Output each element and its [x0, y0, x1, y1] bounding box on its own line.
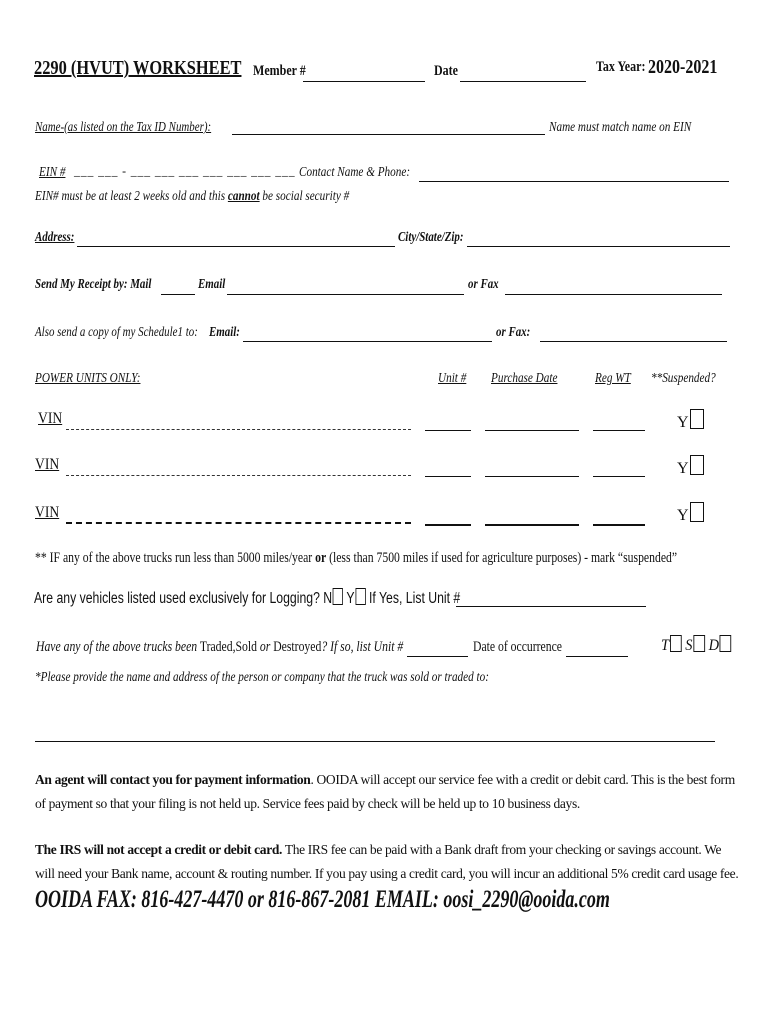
units-heading: POWER UNITS ONLY: — [35, 371, 141, 386]
col-purchase: Purchase Date — [491, 371, 558, 386]
suspended-checkbox[interactable] — [690, 502, 704, 522]
date-field[interactable] — [434, 62, 464, 80]
receipt-label: Send My Receipt by: Mail — [35, 277, 152, 292]
traded-q-prefix: Have any of the above trucks been — [36, 639, 198, 655]
suspended-checkbox[interactable] — [690, 455, 704, 475]
suspended-note-or: or — [315, 550, 327, 566]
name-note: Name must match name on EIN — [549, 120, 692, 135]
name-row — [35, 118, 261, 136]
occurrence-field — [473, 638, 587, 656]
city-field — [398, 228, 482, 246]
schedule-fax-field — [496, 323, 540, 341]
occurrence-label: Date of occurrence — [473, 639, 562, 655]
vin-input[interactable] — [66, 465, 411, 476]
name-label: Name-(as listed on the Tax ID Number): — [35, 120, 212, 135]
col-suspended: **Suspended? — [651, 371, 716, 386]
worksheet-title: 2290 (HVUT) WORKSHEET — [34, 57, 242, 79]
receipt-email-field — [198, 275, 233, 293]
member-field[interactable] — [253, 62, 319, 80]
schedule-email-field — [209, 323, 249, 341]
schedule-label: Also send a copy of my Schedule1 to: — [35, 325, 198, 340]
contact-label: Contact Name & Phone: — [299, 165, 411, 180]
schedule-fax-blank[interactable] — [540, 340, 727, 342]
suspended-y-label: Y — [677, 507, 689, 524]
vin-label: VIN — [35, 456, 60, 473]
ein-note-emph: cannot — [227, 189, 260, 204]
city-blank[interactable] — [467, 245, 730, 247]
sold-word: Sold — [235, 639, 257, 655]
contact-field — [299, 163, 438, 181]
member-label: Member # — [253, 63, 306, 79]
logging-y-label: Y — [346, 590, 355, 607]
col-reg: Reg WT — [595, 371, 631, 386]
logging-y-checkbox[interactable] — [355, 588, 365, 605]
vin-label: VIN — [35, 504, 60, 521]
footer-contact — [35, 886, 770, 914]
address-blank[interactable] — [77, 245, 395, 247]
vin-label: VIN — [38, 410, 63, 427]
vin-input[interactable] — [66, 419, 411, 430]
traded-unit-blank[interactable] — [407, 655, 468, 657]
s-label: S — [685, 637, 693, 654]
col-suspended-wrap — [651, 369, 732, 387]
contact-blank[interactable] — [419, 180, 729, 182]
receipt-fax-label: or Fax — [468, 277, 499, 292]
col-reg-wrap — [595, 369, 640, 387]
unit-blank[interactable] — [425, 429, 471, 431]
name-blank[interactable] — [232, 133, 545, 135]
reg-blank[interactable] — [593, 475, 645, 477]
address-label: Address: — [35, 230, 75, 245]
payment-p1-bold: An agent will contact you for payment information — [35, 772, 311, 787]
units-heading-wrap — [35, 369, 167, 387]
vin-input[interactable] — [66, 512, 411, 524]
receipt-fax-blank[interactable] — [505, 293, 722, 295]
reg-blank[interactable] — [593, 429, 645, 431]
traded-note: *Please provide the name and address of the person or company that the truck was sold or traded to: — [35, 670, 489, 685]
col-purchase-wrap — [491, 369, 574, 387]
payment-p1-text: . OOIDA will accept our service fee with a credit or debit card. This is the best form of payment so that your filing is not held up. Service fees paid by check will be held up to 10 business days. — [35, 772, 735, 811]
address-row — [35, 228, 86, 246]
traded-or-word: or — [259, 639, 271, 655]
purchase-blank[interactable] — [485, 429, 579, 431]
schedule-fax-label: or Fax: — [496, 325, 531, 340]
unit-blank[interactable] — [425, 523, 471, 526]
tax-year-value-wrap — [648, 56, 735, 79]
s-checkbox[interactable] — [693, 635, 705, 652]
suspended-y-label: Y — [677, 414, 689, 431]
receipt-email-blank[interactable] — [227, 293, 464, 295]
purchase-blank[interactable] — [485, 523, 579, 526]
name-note-wrap — [549, 118, 727, 136]
logging-unit-blank[interactable] — [456, 605, 646, 607]
footer-contact-line: OOIDA FAX: 816-427-4470 or 816-867-2081 EMAIL: oosi_2290@ooida.com — [35, 886, 610, 913]
ein-note-prefix: EIN# must be at least 2 weeks old and this — [35, 189, 226, 204]
d-checkbox[interactable] — [720, 635, 732, 652]
receipt-mail-blank[interactable] — [161, 293, 195, 295]
ein-note — [35, 187, 428, 205]
ein-mask-wrap[interactable] — [74, 162, 320, 180]
traded-q-suffix: ? If so, list Unit # — [321, 639, 404, 655]
t-checkbox[interactable] — [670, 635, 682, 652]
logging-if-yes: If Yes, List Unit # — [369, 590, 461, 607]
suspended-note — [35, 549, 770, 567]
irs-paragraph — [35, 838, 740, 886]
suspended-y-label: Y — [677, 460, 689, 477]
tax-year-value: 2020-2021 — [648, 56, 718, 78]
receipt-email-label: Email — [198, 277, 226, 292]
date-label: Date — [434, 63, 458, 79]
traded-row: Have any of the above trucks been Traded,Sold or Destroyed? If so, list Unit # — [36, 639, 404, 655]
payment-p2-bold: The IRS will not accept a credit or debit card. — [35, 842, 283, 857]
logging-n-label: N — [323, 590, 333, 607]
suspended-note-part2: (less than 7500 miles if used for agriculture purposes) - mark “suspended” — [329, 550, 678, 566]
ein-label: EIN # — [39, 165, 66, 180]
ein-note-suffix: be social security # — [262, 189, 350, 204]
traded-note-wrap — [35, 668, 602, 686]
purchase-blank[interactable] — [485, 475, 579, 477]
col-unit-wrap — [438, 369, 473, 387]
schedule-email-blank[interactable] — [243, 340, 492, 342]
ein-row — [39, 163, 72, 181]
receipt-row — [35, 275, 184, 293]
destroyed-word: Destroyed — [273, 639, 322, 655]
receipt-fax-field — [468, 275, 507, 293]
unit-blank[interactable] — [425, 475, 471, 477]
logging-n-checkbox[interactable] — [333, 588, 343, 605]
traded-to-blank[interactable] — [35, 740, 715, 742]
suspended-note-part1: ** IF any of the above trucks run less than 5000 miles/year — [35, 550, 313, 566]
member-blank[interactable] — [303, 80, 425, 82]
payment-p2-text: The IRS fee can be paid with a Bank draft from your checking or savings account. We will need your Bank name, account & routing number. If you pay using a credit card, you will incur an additional 5% credit card usage fee. — [35, 842, 739, 881]
suspended-checkbox[interactable] — [690, 409, 704, 429]
col-unit: Unit # — [438, 371, 467, 386]
schedule-email-label: Email: — [209, 325, 240, 340]
d-label: D — [708, 637, 720, 654]
logging-question: Are any vehicles listed used exclusively for Logging? — [34, 590, 320, 607]
date-blank[interactable] — [460, 80, 586, 82]
t-label: T — [661, 637, 670, 654]
tax-year-label: Tax Year: — [596, 59, 646, 75]
tsd-checkboxes — [661, 635, 739, 655]
city-label: City/State/Zip: — [398, 230, 464, 245]
payment-paragraph — [35, 768, 740, 816]
worksheet-header — [34, 57, 287, 83]
reg-blank[interactable] — [593, 523, 645, 526]
traded-word: Traded — [199, 639, 233, 655]
ein-mask[interactable]: ___ ___ - ___ ___ ___ ___ ___ ___ ___ — [74, 163, 296, 178]
occurrence-blank[interactable] — [566, 655, 628, 657]
